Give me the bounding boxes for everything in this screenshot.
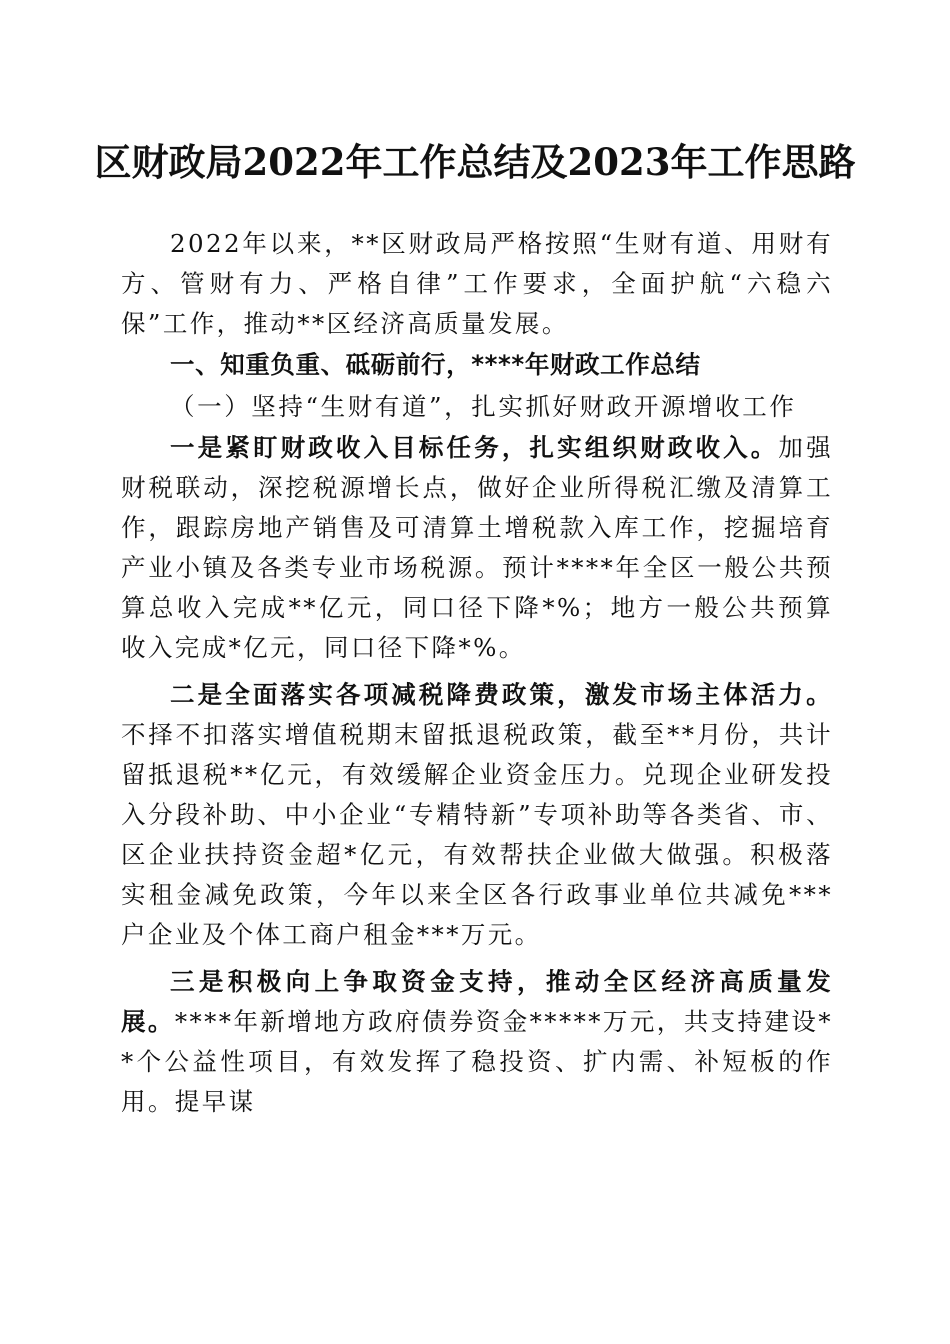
paragraph-item-2 xyxy=(121,675,833,955)
paragraph-item-3-text: ****年新增地方政府债券资金*****万元，共支持建设**个公益性项目，有效发挥了稳投资、扩内需、补短板的作用。提早谋 xyxy=(121,1007,833,1116)
paragraph-item-1-text: 加强财税联动，深挖税源增长点，做好企业所得税汇缴及清算工作，跟踪房地产销售及可清算土增税款入库工作，挖掘培育产业小镇及各类专业市场税源。预计****年全区一般公共预算总收入完成**亿元，同口径下降*%；地方一般公共预算收入完成*亿元，同口径下降*%。 xyxy=(121,433,833,662)
paragraph-item-1-lead: 一是紧盯财政收入目标任务，扎实组织财政收入。 xyxy=(170,433,779,462)
document-body xyxy=(121,224,833,1122)
intro-paragraph: 2022年以来，**区财政局严格按照“生财有道、用财有方、管财有力、严格自律”工作要求，全面护航“六稳六保”工作，推动**区经济高质量发展。 xyxy=(121,229,833,338)
subsection-heading-1: （一）坚持“生财有道”，扎实抓好财政开源增收工作 xyxy=(170,392,797,421)
paragraph-item-3-lead: 三是积极向上争取资金支持，推动全区经济高质量发展。 xyxy=(121,967,833,1036)
paragraph-item-1 xyxy=(121,428,833,668)
paragraph-item-3 xyxy=(121,962,833,1122)
paragraph-item-2-lead: 二是全面落实各项减税降费政策，激发市场主体活力。 xyxy=(170,680,833,709)
document-title: 区财政局2022年工作总结及2023年工作思路 xyxy=(94,140,856,184)
paragraph-item-2-text: 不择不扣落实增值税期末留抵退税政策，截至**月份，共计留抵退税**亿元，有效缓解企业资金压力。兑现企业研发投入分段补助、中小企业“专精特新”专项补助等各类省、市、区企业扶持资金超*亿元，有效帮扶企业做大做强。积极落实租金减免政策，今年以来全区各行政事业单位共减免***户企业及个体工商户租金***万元。 xyxy=(121,720,833,949)
section-heading-1: 一、知重负重、砥砺前行，****年财政工作总结 xyxy=(170,350,701,379)
